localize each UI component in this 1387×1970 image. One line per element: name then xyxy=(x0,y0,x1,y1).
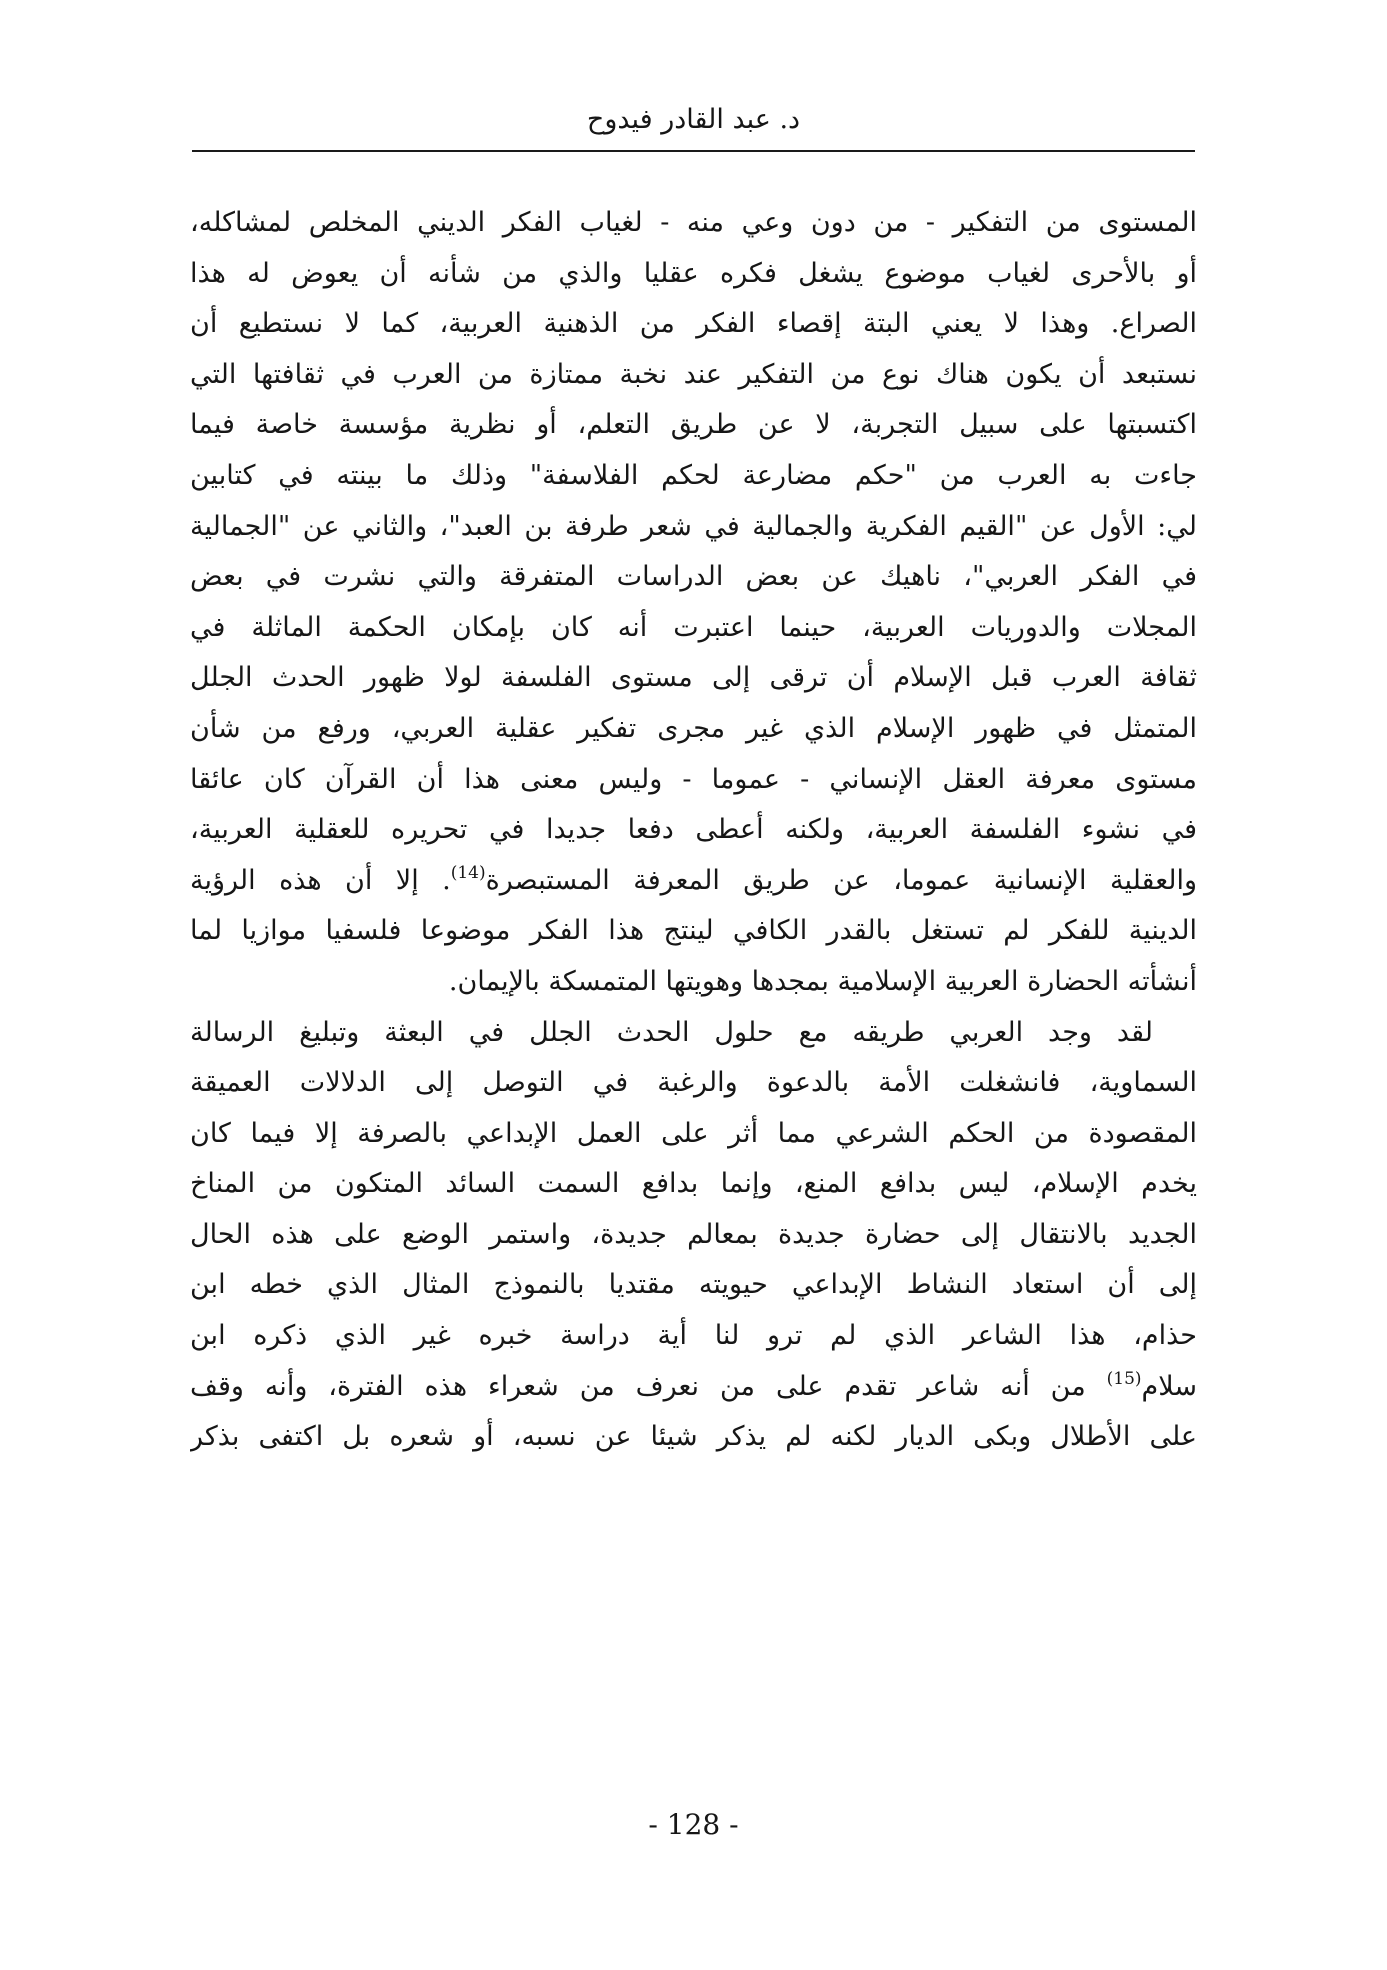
text-segment: . إلا أن هذه الرؤية xyxy=(190,864,451,896)
text-line: لقد وجد العربي طريقه مع حلول الحدث الجلل في البعثة وتبليغ الرسالة xyxy=(190,1016,1153,1048)
text-line: الجديد بالانتقال إلى حضارة جديدة بمعالم جديدة، واستمر الوضع على هذه الحال xyxy=(190,1218,1197,1250)
text-line: المستوى من التفكير - من دون وعي منه - لغياب الفكر الديني المخلص لمشاكله، xyxy=(190,207,1197,238)
text-line: المقصودة من الحكم الشرعي مما أثر على العمل الإبداعي بالصرفة إلا فيما كان xyxy=(190,1117,1197,1149)
text-line: جاءت به العرب من "حكم مضارعة لحكم الفلاسفة" وذلك ما بينته في كتابين xyxy=(190,459,1197,491)
text-line: الدينية للفكر لم تستغل بالقدر الكافي لينتج هذا الفكر موضوعا فلسفيا موازيا لما xyxy=(190,915,1197,947)
text-line xyxy=(190,856,1197,907)
text-line: السماوية، فانشغلت الأمة بالدعوة والرغبة في التوصل إلى الدلالات العميقة xyxy=(190,1067,1197,1099)
footnote-ref-14[interactable]: (14) xyxy=(450,862,486,883)
running-header-author: د. عبد القادر فيدوح xyxy=(586,104,801,135)
text-line: المتمثل في ظهور الإسلام الذي غير مجرى تفكير عقلية العربي، ورفع من شأن xyxy=(190,712,1197,744)
text-line: يخدم الإسلام، ليس بدافع المنع، وإنما بدافع السمت السائد المتكون من المناخ xyxy=(190,1168,1197,1200)
text-segment: سلام xyxy=(1141,1370,1197,1402)
text-line: نستبعد أن يكون هناك نوع من التفكير عند نخبة ممتازة من العرب في ثقافتها التي xyxy=(190,358,1197,390)
text-line: الصراع. وهذا لا يعني البتة إقصاء الفكر من الذهنية العربية، كما لا نستطيع أن xyxy=(190,308,1197,340)
text-line: ثقافة العرب قبل الإسلام أن ترقى إلى مستوى الفلسفة لولا ظهور الحدث الجلل xyxy=(190,662,1197,694)
text-segment: والعقلية الإنسانية عموما، عن طريق المعرفة المستبصرة xyxy=(485,864,1197,896)
page-number: - 128 - xyxy=(648,1808,739,1841)
text-line: في نشوء الفلسفة العربية، ولكنه أعطى دفعا جديدا في تحريره للعقلية العربية، xyxy=(190,814,1197,846)
text-line: المجلات والدوريات العربية، حينما اعتبرت أنه كان بإمكان الحكمة الماثلة في xyxy=(190,611,1197,643)
text-line: حذام، هذا الشاعر الذي لم ترو لنا أية دراسة خبره غير الذي ذكره ابن xyxy=(190,1320,1197,1352)
text-segment: من أنه شاعر تقدم على من نعرف من شعراء هذه الفترة، وأنه وقف xyxy=(190,1370,1107,1402)
text-line: مستوى معرفة العقل الإنساني - عموما - وليس معنى هذا أن القرآن كان عائقا xyxy=(190,763,1197,795)
text-line: على الأطلال وبكى الديار لكنه لم يذكر شيئا عن نسبه، أو شعره بل اكتفى بذكر xyxy=(190,1421,1197,1453)
text-line: في الفكر العربي"، ناهيك عن بعض الدراسات المتفرقة والتي نشرت في بعض xyxy=(190,561,1197,593)
text-line xyxy=(190,1362,1197,1413)
body-text xyxy=(190,198,1197,1463)
header-divider xyxy=(192,150,1195,152)
text-line: لي: الأول عن "القيم الفكرية والجمالية في شعر طرفة بن العبد"، والثاني عن "الجمالية xyxy=(190,510,1197,542)
text-line: اكتسبتها على سبيل التجربة، لا عن طريق التعلم، أو نظرية مؤسسة خاصة فيما xyxy=(190,409,1197,441)
footnote-ref-15[interactable]: (15) xyxy=(1106,1368,1142,1389)
text-line: أنشأته الحضارة العربية الإسلامية بمجدها وهويتها المتمسكة بالإيمان. xyxy=(448,965,1197,997)
text-line: إلى أن استعاد النشاط الإبداعي حيويته مقتديا بالنموذج المثال الذي خطه ابن xyxy=(190,1269,1197,1301)
text-line: أو بالأحرى لغياب موضوع يشغل فكره عقليا والذي من شأنه أن يعوض له هذا xyxy=(190,257,1197,289)
